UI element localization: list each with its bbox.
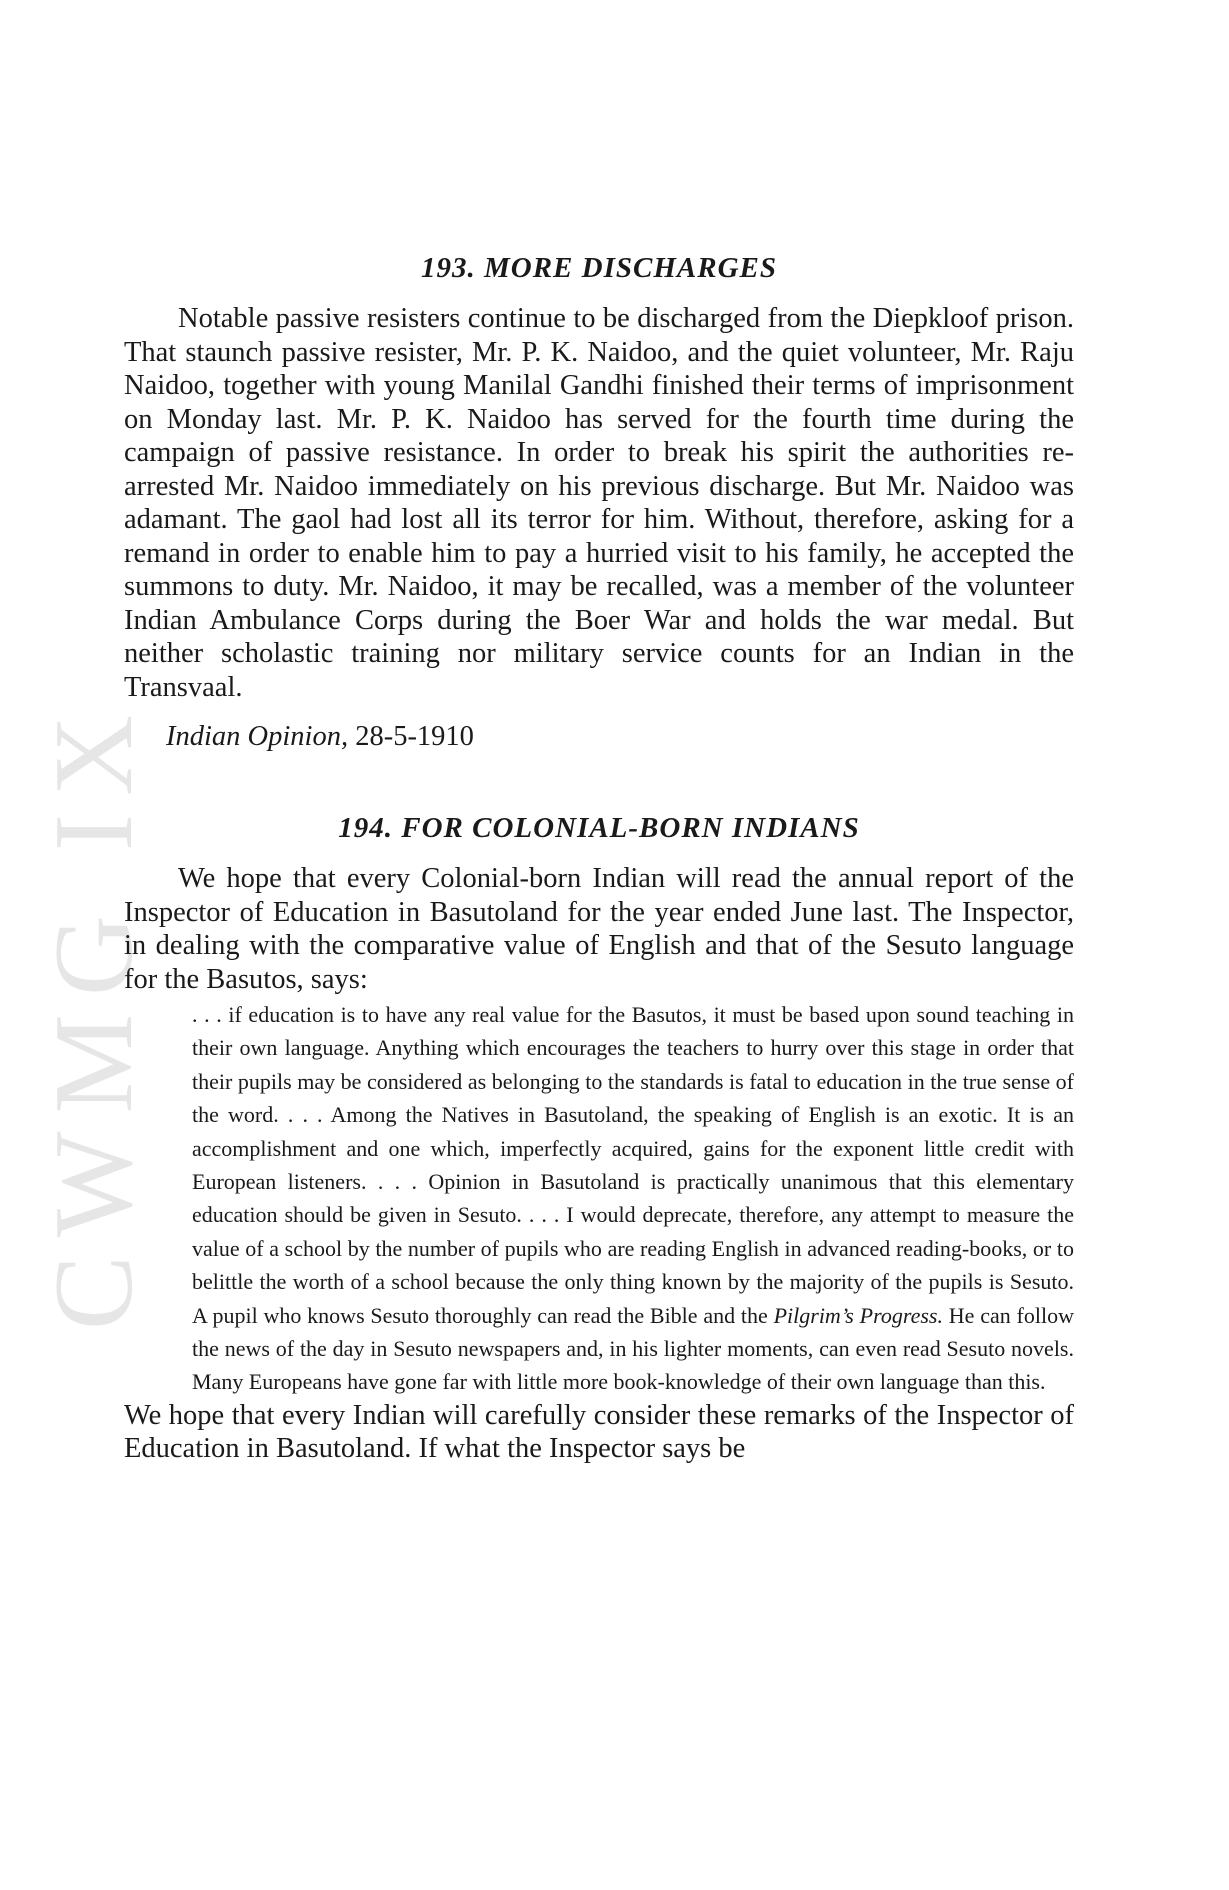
watermark: CWMG IX [32,696,156,1330]
article-193 [124,248,1074,754]
quote-text-2: He can follow the news of the day in Sesuto newspapers and, in his lighter moments, can even read Sesuto novels. Many Europeans have gone far with little more book-knowledge of their own language than this. [192,1302,1074,1395]
quote-text-1: . . . if education is to have any real value for the Basutos, it must be based upon sound teaching in their own language. Anything which encourages the teachers to hurry over this stage in order that their pupils may be considered as belonging to the standards is fatal to education in the true sense of the word. . . . Among the Natives in Basutoland, the speaking of English is an exotic. It is an accomplishment and one which, imperfectly acquired, gains for the exponent little credit with European listeners. . . . Opinion in Basutoland is practically unanimous that this elementary education should be given in Sesuto. . . . I would deprecate, therefore, any attempt to measure the value of a school by the number of pupils who are reading English in advanced reading-books, or to belittle the worth of a school because the only thing known by the majority of the pupils is Sesuto. A pupil who knows Sesuto thoroughly can read the Bible and the [192,1002,1074,1328]
article-193-source [166,720,1074,754]
article-193-heading: 193. MORE DISCHARGES [420,252,778,284]
source-date: 28-5-1910 [355,721,474,752]
source-publication: Indian Opinion, [166,721,349,752]
article-194 [124,808,1074,1466]
article-193-body: Notable passive resisters continue to be discharged from the Diepkloof prison. That staunch passive resister, Mr. P. K. Naidoo, and the quiet volunteer, Mr. Raju Naidoo, together with young Manilal Gandhi finished their terms of imprisonment on Monday last. Mr. P. K. Naidoo has served for the fourth time during the campaign of passive resistance. In order to break his spirit the authorities re-arrested Mr. Naidoo immediately on his previous discharge. But Mr. Naidoo was adamant. The gaol had lost all its terror for him. Without, therefore, asking for a remand in order to enable him to pay a hurried visit to his family, he accepted the summons to duty. Mr. Naidoo, it may be recalled, was a member of the volunteer Indian Ambulance Corps during the Boer War and holds the war medal. But neither scholastic training nor military service counts for an Indian in the Transvaal. [124,303,1074,703]
article-194-closing: We hope that every Indian will carefully consider these remarks of the Inspector of Education in Basutoland. If what the Inspector says be [124,1399,1074,1465]
inspector-quote [192,998,1074,1399]
quote-book-title: Pilgrim’s Progress. [773,1302,943,1328]
page-content [124,248,1074,1466]
article-194-intro: We hope that every Colonial-born Indian will read the annual report of the Inspector of Education in Basutoland for the year ended June last. The Inspector, in dealing with the comparative value of English and that of the Sesuto language for the Basutos, says: [124,863,1074,995]
article-194-heading: 194. FOR COLONIAL-BORN INDIANS [338,812,860,844]
